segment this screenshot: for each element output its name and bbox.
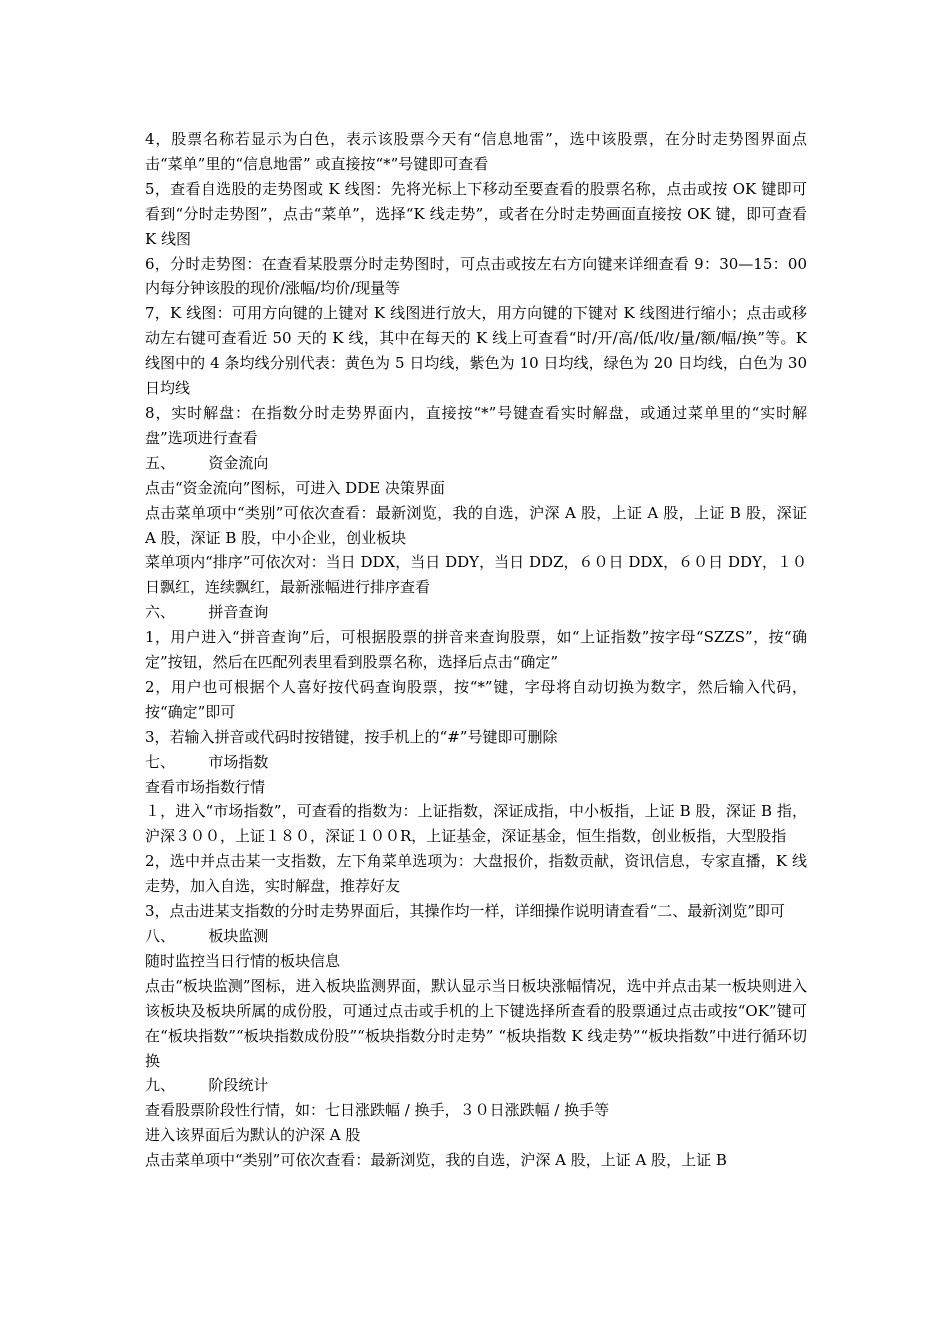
paragraph: １，进入“市场指数”，可查看的指数为：上证指数，深证成指，中小板指，上证 B 股，深证 B 指，沪深３００，上证１８０，深证１００R，上证基金，深证基金，恒生指数，创业板指，大型股指 [145, 802, 807, 846]
paragraph: 2，用户也可根据个人喜好按代码查询股票，按“*”键，字母将自动切换为数字，然后输入代码，按“确定”即可 [145, 677, 807, 721]
paragraph: 2，选中并点击某一支指数，左下角菜单选项为：大盘报价，指数贡献，资讯信息，专家直播，K 线走势，加入自选，实时解盘，推荐好友 [145, 852, 807, 896]
section-heading: 九、 阶段统计 [145, 1076, 269, 1095]
section-heading: 六、 拼音查询 [145, 603, 269, 622]
section-heading: 五、 资金流向 [145, 453, 269, 472]
paragraph: 1，用户进入“拼音查询”后，可根据股票的拼音来查询股票，如“上证指数”按字母“SZZS”，按“确定”按钮，然后在匹配列表里看到股票名称，选择后点击“确定” [145, 628, 807, 672]
paragraph: 菜单项内“排序”可依次对：当日 DDX，当日 DDY，当日 DDZ，６０日 DDX，６０日 DDY，１０日飘红，连续飘红，最新涨幅进行排序查看 [145, 553, 807, 597]
paragraph: 点击菜单项中“类别”可依次查看：最新浏览，我的自选，沪深 A 股，上证 A 股，上证 B 股，深证 A 股，深证 B 股，中小企业，创业板块 [145, 503, 807, 547]
paragraph: 进入该界面后为默认的沪深 A 股 [145, 1126, 361, 1145]
paragraph: 点击菜单项中“类别”可依次查看：最新浏览，我的自选，沪深 A 股，上证 A 股，上证 B [145, 1151, 727, 1170]
paragraph: 4，股票名称若显示为白色，表示该股票今天有“信息地雷”，选中该股票，在分时走势图界面点击“菜单”里的“信息地雷” 或直接按“*”号键即可查看 [145, 130, 807, 173]
paragraph: 8，实时解盘：在指数分时走势界面内，直接按“*”号键查看实时解盘，或通过菜单里的“实时解盘”选项进行查看 [145, 403, 807, 447]
paragraph: 5，查看自选股的走势图或 K 线图：先将光标上下移动至要查看的股票名称，点击或按 OK 键即可看到“分时走势图”，点击“菜单”，选择“K 线走势”，或者在分时走势画面直接按 OK 键，即可查看 K 线图 [145, 179, 807, 248]
paragraph: 6，分时走势图：在查看某股票分时走势图时，可点击或按左右方向键来详细查看 9：30—15：00 内每分钟该股的现价/涨幅/均价/现量等 [145, 254, 807, 298]
paragraph: 查看股票阶段性行情，如：七日涨跌幅 / 换手，３０日涨跌幅 / 换手等 [145, 1101, 610, 1120]
paragraph: 7，K 线图：可用方向键的上键对 K 线图进行放大，用方向键的下键对 K 线图进行缩小；点击或移动左右键可查看近 50 天的 K 线，其中在每天的 K 线上可查看“时/开/高/低/收/量/额/幅/换”等。K 线图中的 4 条均线分别代表：黄色为 5 日均线，紫色为 10 日均线，绿色为 20 日均线，白色为 30 日均线 [145, 304, 807, 398]
paragraph: 查看市场指数行情 [145, 777, 266, 796]
paragraph: 随时监控当日行情的板块信息 [145, 951, 341, 970]
section-heading: 七、 市场指数 [145, 752, 269, 771]
paragraph: 3，若输入拼音或代码时按错键，按手机上的“#”号键即可删除 [145, 727, 558, 746]
document-body [145, 127, 807, 1173]
paragraph: 点击“资金流向”图标，可进入 DDE 决策界面 [145, 478, 445, 497]
paragraph: 3，点击进某支指数的分时走势界面后，其操作均一样，详细操作说明请查看“二、最新浏览”即可 [145, 902, 785, 921]
paragraph: 点击“板块监测”图标，进入板块监测界面，默认显示当日板块涨幅情况，选中并点击某一板块则进入该板块及板块所属的成份股，可通过点击或手机的上下键选择所查看的股票通过点击或按“OK”键可在“板块指数”“板块指数成份股”“板块指数分时走势” “板块指数 K 线走势”“板块指数”中进行循环切换 [145, 976, 807, 1070]
section-heading: 八、 板块监测 [145, 927, 269, 945]
